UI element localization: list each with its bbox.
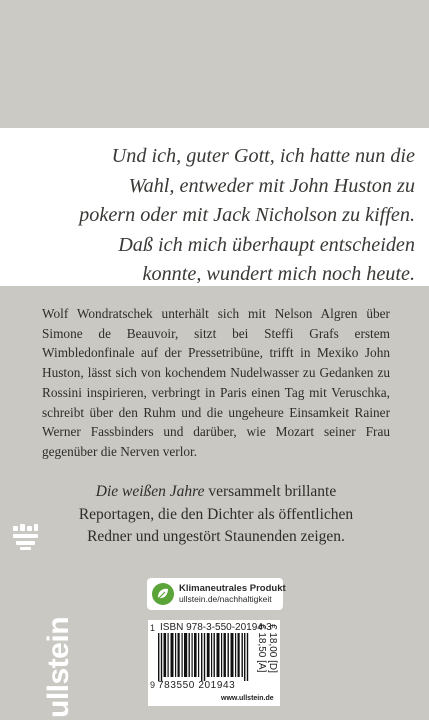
quote-box bbox=[0, 128, 429, 286]
quote-line: Daß ich mich überhaupt entscheiden bbox=[118, 233, 415, 256]
barcode-digits: 783550 201943 bbox=[158, 680, 236, 691]
publisher-name: ullstein bbox=[42, 616, 75, 718]
publisher-url: www.ullstein.de bbox=[221, 695, 274, 702]
price-de: € 18,00 [D] bbox=[267, 624, 278, 673]
promo-line: versammelt brillante bbox=[204, 483, 337, 500]
eco-badge-title: Klimaneutrales Produkt bbox=[179, 583, 286, 594]
ullstein-mark-icon bbox=[10, 522, 40, 552]
promo-line: Redner und ungestört Staunenden zeigen. bbox=[87, 528, 345, 545]
barcode-lead-digit-bottom: 9 bbox=[150, 680, 156, 690]
promo-paragraph bbox=[60, 481, 372, 549]
promo-line: Reportagen, die den Dichter als öffentlichen bbox=[78, 505, 354, 523]
quote-text bbox=[24, 142, 415, 290]
book-title: Die weißen Jahre bbox=[95, 483, 205, 500]
quote-line: pokern oder mit Jack Nicholson zu kiffen. bbox=[79, 204, 415, 226]
price-at: € 18,50 [A] bbox=[256, 624, 267, 673]
eco-badge-url: ullstein.de/nachhaltigkeit bbox=[179, 594, 272, 604]
barcode-lead-digit-top: 1 bbox=[150, 623, 156, 633]
quote-line: konnte, wundert mich noch heute. bbox=[142, 263, 415, 285]
eco-badge bbox=[147, 578, 286, 610]
publisher-logo bbox=[4, 522, 75, 720]
recycle-leaf-icon bbox=[151, 582, 175, 606]
quote-line: Wahl, entweder mit John Huston zu bbox=[128, 174, 415, 197]
quote-line: Und ich, guter Gott, ich hatte nun die bbox=[111, 145, 415, 167]
barcode-bars bbox=[158, 633, 254, 681]
price-block bbox=[256, 624, 280, 698]
barcode-box bbox=[148, 620, 280, 706]
blurb-paragraph: Wolf Wondratschek unterhält sich mit Nelson Algren über Simone de Beauvoir, sitzt bei Steffi Grafs erstem Wimbledonfinale auf der Pressetribüne, trifft in Mexiko John Huston, lässt sich von kochendem Nudelwasser zu Gedanken zu Rossini inspirieren, verbringt in Paris einen Tag mit Veruschka, schreibt über den Ruhm und die ungeheure Einsamkeit Rainer Werner Fassbinders und darüber, wie Mozart seiner Frau gegenüber die Nerven verlor. bbox=[42, 306, 390, 459]
isbn-label: ISBN 978-3-550-20194-3 bbox=[160, 622, 272, 633]
cover-top-band bbox=[0, 0, 429, 128]
